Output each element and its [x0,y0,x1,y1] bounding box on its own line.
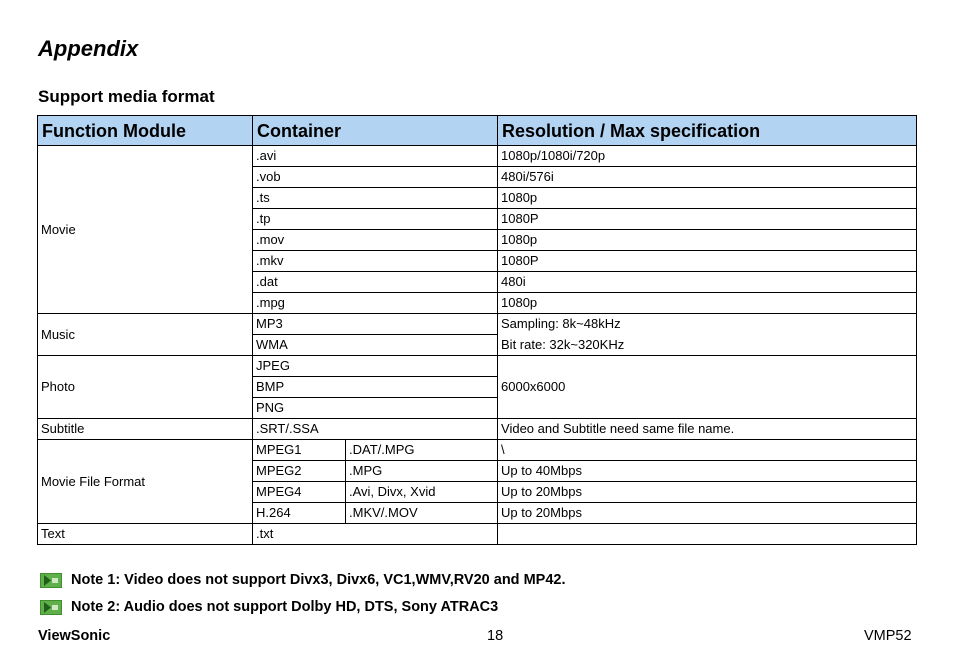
spec-cell: 6000x6000 [498,356,917,419]
spec-cell: 1080P [498,251,917,272]
note-1 [40,571,565,589]
extension-cell: .MPG [346,461,498,482]
media-format-table [37,115,917,545]
spec-cell: Bit rate: 32k~320KHz [498,335,917,356]
table-row [38,440,917,461]
module-music: Music [38,314,253,356]
table-row [38,314,917,335]
table-row [38,419,917,440]
page-title: Appendix [38,36,139,61]
container-cell: PNG [253,398,498,419]
section-title: Support media format [38,87,215,106]
container-cell: .vob [253,167,498,188]
spec-cell [498,524,917,545]
spec-cell: Video and Subtitle need same file name. [498,419,917,440]
note-2 [40,598,498,616]
module-subtitle: Subtitle [38,419,253,440]
container-cell: JPEG [253,356,498,377]
container-cell: .ts [253,188,498,209]
table-row [38,356,917,377]
codec-cell: MPEG2 [253,461,346,482]
container-cell: .avi [253,146,498,167]
footer-page-number: 18 [487,628,504,644]
spec-cell: 1080p/1080i/720p [498,146,917,167]
container-cell: .tp [253,209,498,230]
spec-cell: Sampling: 8k~48kHz [498,314,917,335]
spec-cell: Up to 20Mbps [498,503,917,524]
container-cell: MP3 [253,314,498,335]
extension-cell: .Avi, Divx, Xvid [346,482,498,503]
container-cell: .txt [253,524,498,545]
table-row [38,146,917,167]
spec-cell: 1080p [498,230,917,251]
header-resolution: Resolution / Max specification [498,116,917,146]
spec-cell: Up to 20Mbps [498,482,917,503]
container-cell: .mkv [253,251,498,272]
note-icon [40,600,62,615]
spec-cell: 1080p [498,188,917,209]
module-movie: Movie [38,146,253,314]
spec-cell: \ [498,440,917,461]
spec-cell: 480i [498,272,917,293]
spec-cell: 1080P [498,209,917,230]
header-function-module: Function Module [38,116,253,146]
container-cell: WMA [253,335,498,356]
extension-cell: .DAT/.MPG [346,440,498,461]
codec-cell: H.264 [253,503,346,524]
note-text: Note 1: Video does not support Divx3, Divx6, VC1,WMV,RV20 and MP42. [71,572,566,588]
container-cell: .dat [253,272,498,293]
extension-cell: .MKV/.MOV [346,503,498,524]
spec-cell: Up to 40Mbps [498,461,917,482]
table-header-row [38,116,917,146]
spec-cell: 1080p [498,293,917,314]
spec-cell: 480i/576i [498,167,917,188]
table-row [38,524,917,545]
footer-model: VMP52 [864,628,912,644]
header-container: Container [253,116,498,146]
note-text: Note 2: Audio does not support Dolby HD, DTS, Sony ATRAC3 [71,599,499,615]
container-cell: .mpg [253,293,498,314]
codec-cell: MPEG1 [253,440,346,461]
module-movie-file-format: Movie File Format [38,440,253,524]
container-cell: .SRT/.SSA [253,419,498,440]
note-icon [40,573,62,588]
codec-cell: MPEG4 [253,482,346,503]
footer-brand: ViewSonic [38,628,111,644]
container-cell: BMP [253,377,498,398]
module-photo: Photo [38,356,253,419]
container-cell: .mov [253,230,498,251]
module-text: Text [38,524,253,545]
